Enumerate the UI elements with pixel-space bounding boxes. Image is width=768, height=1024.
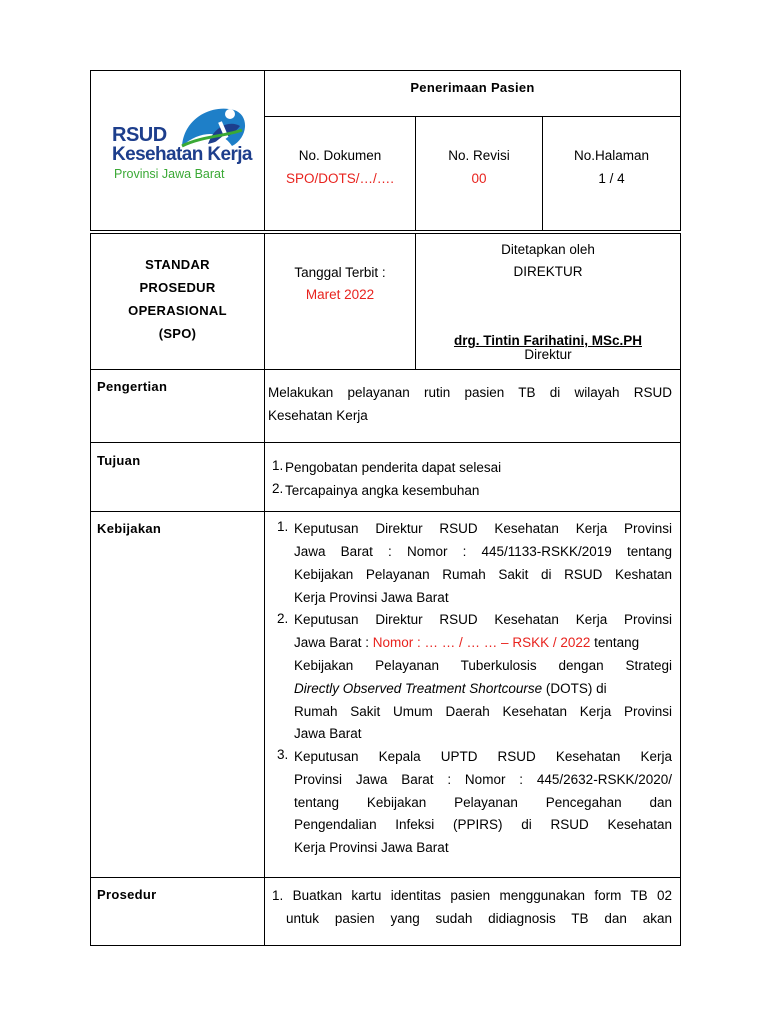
pengertian-line-1: Melakukan pelayanan rutin pasien TB di wilayah RSUD bbox=[268, 385, 672, 400]
spo-line-operasional: OPERASIONAL bbox=[128, 303, 227, 318]
no-dokumen-value: SPO/DOTS/…/…. bbox=[285, 171, 394, 186]
kebijakan-1-line-2: Jawa Barat : Nomor : 445/1133-RSKK/2019 tentang bbox=[294, 544, 672, 559]
kebijakan-num-1: 1. bbox=[277, 519, 289, 534]
pengertian-line-2: Kesehatan Kerja bbox=[268, 408, 368, 423]
kebijakan-label: Kebijakan bbox=[97, 521, 162, 536]
kebijakan-3-line-1: Keputusan Kepala UPTD RSUD Kesehatan Kerja bbox=[294, 749, 672, 764]
kebijakan-2-line-6: Jawa Barat bbox=[294, 726, 362, 741]
prosedur-label: Prosedur bbox=[97, 887, 157, 902]
signatory-role: Direktur bbox=[524, 347, 572, 362]
prosedur-line-2: untuk pasien yang sudah didiagnosis TB dan akan bbox=[286, 911, 672, 926]
kebijakan-3-line-5: Kerja Provinsi Jawa Barat bbox=[294, 840, 449, 855]
direktur-title: DIREKTUR bbox=[513, 264, 583, 279]
tanggal-terbit-label: Tanggal Terbit : bbox=[294, 265, 386, 280]
kebijakan-2-line-1: Keputusan Direktur RSUD Kesehatan Kerja Provinsi bbox=[294, 612, 672, 627]
kebijakan-2-line-4: Directly Observed Treatment Shortcourse (DOTS) di bbox=[294, 681, 607, 696]
no-halaman-value: 1 / 4 bbox=[598, 171, 625, 186]
no-revisi-label: No. Revisi bbox=[448, 148, 510, 163]
kebijakan-1-line-1: Keputusan Direktur RSUD Kesehatan Kerja Provinsi bbox=[294, 521, 672, 536]
kebijakan-2-line-2: Jawa Barat : Nomor : … … / … … – RSKK / 2022 tentang bbox=[294, 635, 640, 650]
kebijakan-1-line-3: Kebijakan Pelayanan Rumah Sakit di RSUD Keshatan bbox=[294, 567, 672, 582]
kebijakan-num-3: 3. bbox=[277, 747, 289, 762]
kebijakan-3-line-4: Pengendalian Infeksi (PPIRS) di RSUD Kesehatan bbox=[294, 817, 672, 832]
tanggal-terbit-value: Maret 2022 bbox=[305, 287, 375, 302]
no-halaman-label: No.Halaman bbox=[573, 148, 650, 163]
tujuan-item-1: Pengobatan penderita dapat selesai bbox=[285, 460, 502, 475]
logo-line-provinsi: Provinsi Jawa Barat bbox=[114, 167, 225, 181]
rsud-logo bbox=[112, 100, 258, 200]
no-dokumen-label: No. Dokumen bbox=[298, 148, 382, 163]
ditetapkan-oleh: Ditetapkan oleh bbox=[501, 242, 595, 257]
spo-line-standar: STANDAR bbox=[145, 257, 210, 272]
kebijakan-3-line-3: tentang Kebijakan Pelayanan Pencegahan dan bbox=[294, 795, 672, 810]
tujuan-num-1: 1. bbox=[272, 458, 284, 473]
prosedur-line-1: 1. Buatkan kartu identitas pasien menggunakan form TB 02 bbox=[272, 888, 672, 903]
tujuan-item-2: Tercapainya angka kesembuhan bbox=[285, 483, 480, 498]
signatory-name: drg. Tintin Farihatini, MSc.PH bbox=[453, 333, 642, 348]
kebijakan-3-line-2: Provinsi Jawa Barat : Nomor : 445/2632-RSKK/2020/ bbox=[294, 772, 672, 787]
spo-line-prosedur: PROSEDUR bbox=[139, 280, 216, 295]
no-revisi-value: 00 bbox=[471, 171, 487, 186]
spo-line-spo: (SPO) bbox=[158, 326, 197, 341]
pengertian-label: Pengertian bbox=[97, 379, 168, 394]
kebijakan-1-line-4: Kerja Provinsi Jawa Barat bbox=[294, 590, 449, 605]
tujuan-num-2: 2. bbox=[272, 481, 284, 496]
kebijakan-num-2: 2. bbox=[277, 611, 289, 626]
logo-line-kesehatan: Kesehatan Kerja bbox=[112, 144, 252, 165]
document-title: Penerimaan Pasien bbox=[410, 80, 535, 95]
kebijakan-2-line-3: Kebijakan Pelayanan Tuberkulosis dengan Strategi bbox=[294, 658, 672, 673]
kebijakan-2-line-5: Rumah Sakit Umum Daerah Kesehatan Kerja Provinsi bbox=[294, 704, 672, 719]
tujuan-label: Tujuan bbox=[97, 453, 141, 468]
logo-line-rsud: RSUD bbox=[112, 124, 167, 146]
